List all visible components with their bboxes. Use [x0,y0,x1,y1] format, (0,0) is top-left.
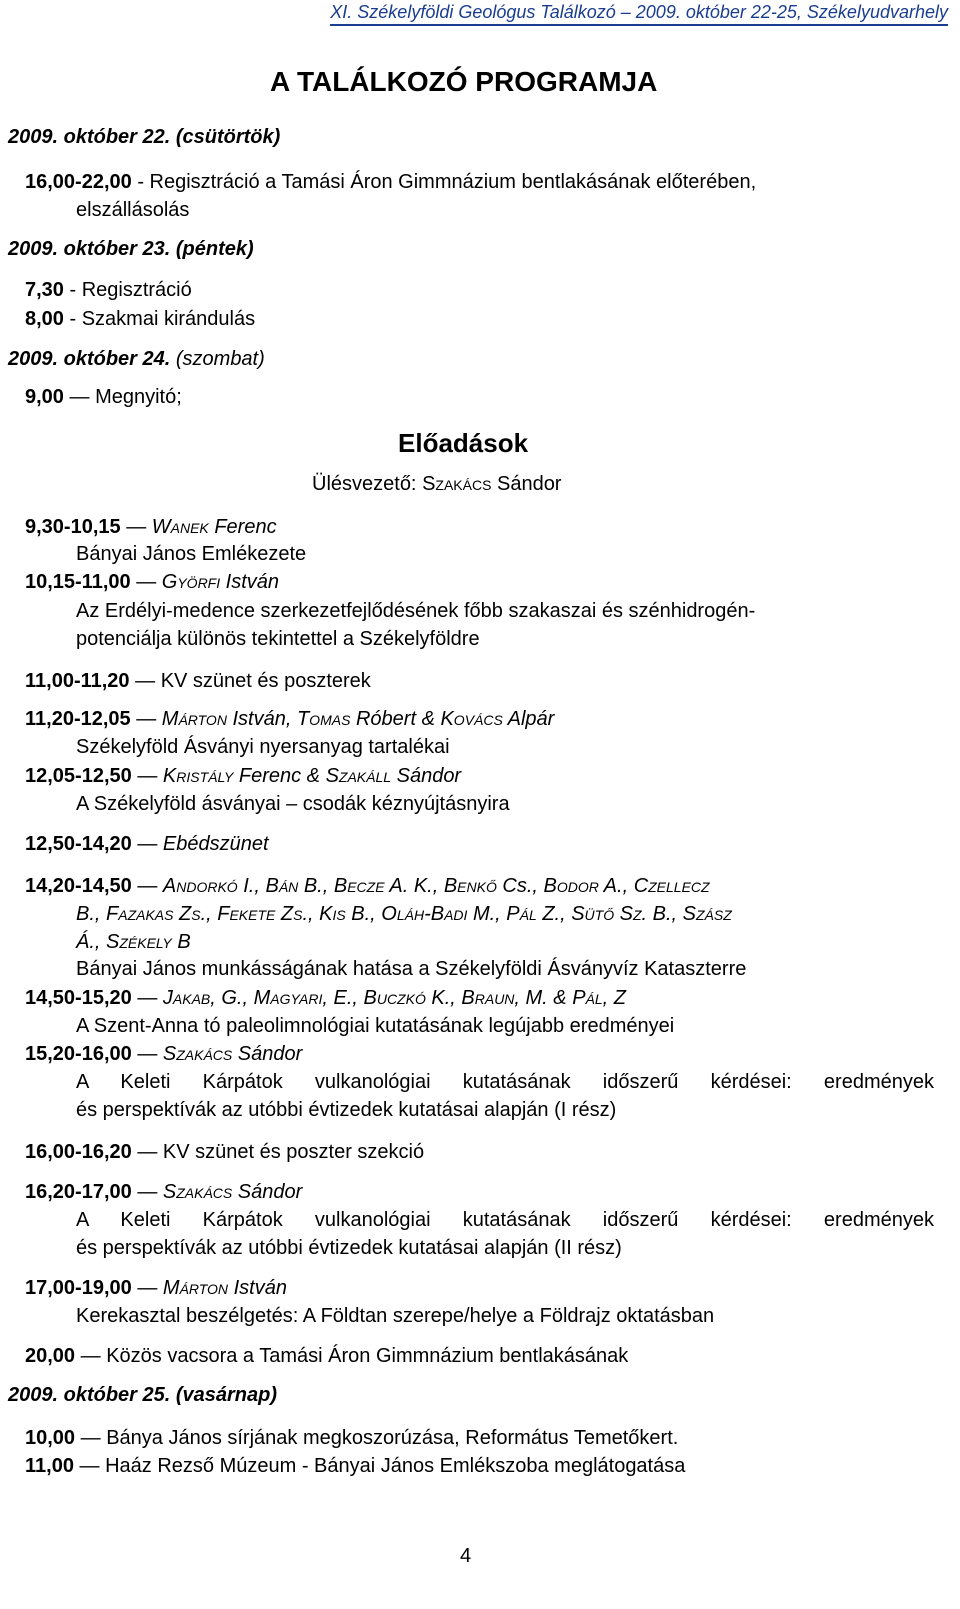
talk-5-speakers-end: Á., Székely B [76,931,191,953]
dinner-item: 20,00 — Közös vacsora a Tamási Áron Gimmnázium bentlakásának [25,1345,629,1367]
talk-3-title: Székelyföld Ásványi nyersanyag tartalékai [76,736,450,758]
running-header: XI. Székelyföldi Geológus Találkozó – 2009. október 22-25, Székelyudvarhely [330,2,948,26]
day1-item: 16,00-22,00 - Regisztráció a Tamási Áron Gimmnázium bentlakásának előterében, [25,171,757,193]
talk-5-speakers-cont: B., Fazakas Zs., Fekete Zs., Kis B., Oláh-Badi M., Pál Z., Sütő Sz. B., Szász [76,903,732,925]
talk-3-speaker: 11,20-12,05 — Márton István, Tomas Róbert & Kovács Alpár [25,708,555,730]
day1-date: 2009. október 22. (csütörtök) [8,126,281,148]
break-2: 16,00-16,20 — KV szünet és poszter szekció [25,1141,425,1163]
talk-4-speaker: 12,05-12,50 — Kristály Ferenc & Szakáll Sándor [25,765,462,787]
talk-5-speakers: 14,20-14,50 — Andorkó I., Bán B., Becze A. K., Benkő Cs., Bodor A., Czellecz [25,875,710,897]
day2-item: 7,30 - Regisztráció [25,279,192,301]
talk-7-title: A Keleti Kárpátok vulkanológiai kutatásának időszerű kérdései: eredmények [76,1071,934,1093]
talk-1-title: Bányai János Emlékezete [76,543,307,565]
lunch-break: 12,50-14,20 — Ebédszünet [25,833,269,855]
talk-2-title: Az Erdélyi-medence szerkezetfejlődésének főbb szakaszai és szénhidrogén- [76,600,756,622]
day4-date: 2009. október 25. (vasárnap) [8,1384,278,1406]
talk-6-speakers: 14,50-15,20 — Jakab, G., Magyari, E., Buczkó K., Braun, M. & Pál, Z [25,987,626,1009]
section-title: Előadások [398,428,529,458]
chair-line: Ülésvezető: Szakács Sándor [312,473,562,495]
talk-7-title-cont: és perspektívák az utóbbi évtizedek kutatásai alapján (I rész) [76,1099,617,1121]
page-title: A TALÁLKOZÓ PROGRAMJA [270,66,658,97]
opening-item: 9,00 — Megnyitó; [25,386,182,408]
talk-9-title: Kerekasztal beszélgetés: A Földtan szerepe/helye a Földrajz oktatásban [76,1305,715,1327]
talk-8-title-cont: és perspektívák az utóbbi évtizedek kutatásai alapján (II rész) [76,1237,622,1259]
day2-item: 8,00 - Szakmai kirándulás [25,308,256,330]
talk-2-speaker: 10,15-11,00 — Györfi István [25,571,280,593]
talk-6-title: A Szent-Anna tó paleolimnológiai kutatásának legújabb eredményei [76,1015,675,1037]
talk-1-speaker: 9,30-10,15 — Wanek Ferenc [25,516,277,538]
day3-date: 2009. október 24. (szombat) [8,348,265,370]
talk-7-speaker: 15,20-16,00 — Szakács Sándor [25,1043,303,1065]
talk-8-speaker: 16,20-17,00 — Szakács Sándor [25,1181,303,1203]
talk-8-title: A Keleti Kárpátok vulkanológiai kutatásának időszerű kérdései: eredmények [76,1209,934,1231]
break-1: 11,00-11,20 — KV szünet és poszterek [25,670,371,692]
day1-item-cont: elszállásolás [76,199,190,221]
day4-item: 10,00 — Bánya János sírjának megkoszorúzása, Református Temetőkert. [25,1427,679,1449]
day4-item: 11,00 — Haáz Rezső Múzeum - Bányai János Emlékszoba meglátogatása [25,1455,686,1477]
talk-2-title-cont: potenciálja különös tekintettel a Székelyföldre [76,628,480,650]
talk-9-speaker: 17,00-19,00 — Márton István [25,1277,287,1299]
talk-5-title: Bányai János munkásságának hatása a Székelyföldi Ásványvíz Kataszterre [76,958,747,980]
page-number: 4 [460,1545,472,1567]
talk-4-title: A Székelyföld ásványai – csodák kéznyújtásnyira [76,793,510,815]
day2-date: 2009. október 23. (péntek) [8,238,254,260]
